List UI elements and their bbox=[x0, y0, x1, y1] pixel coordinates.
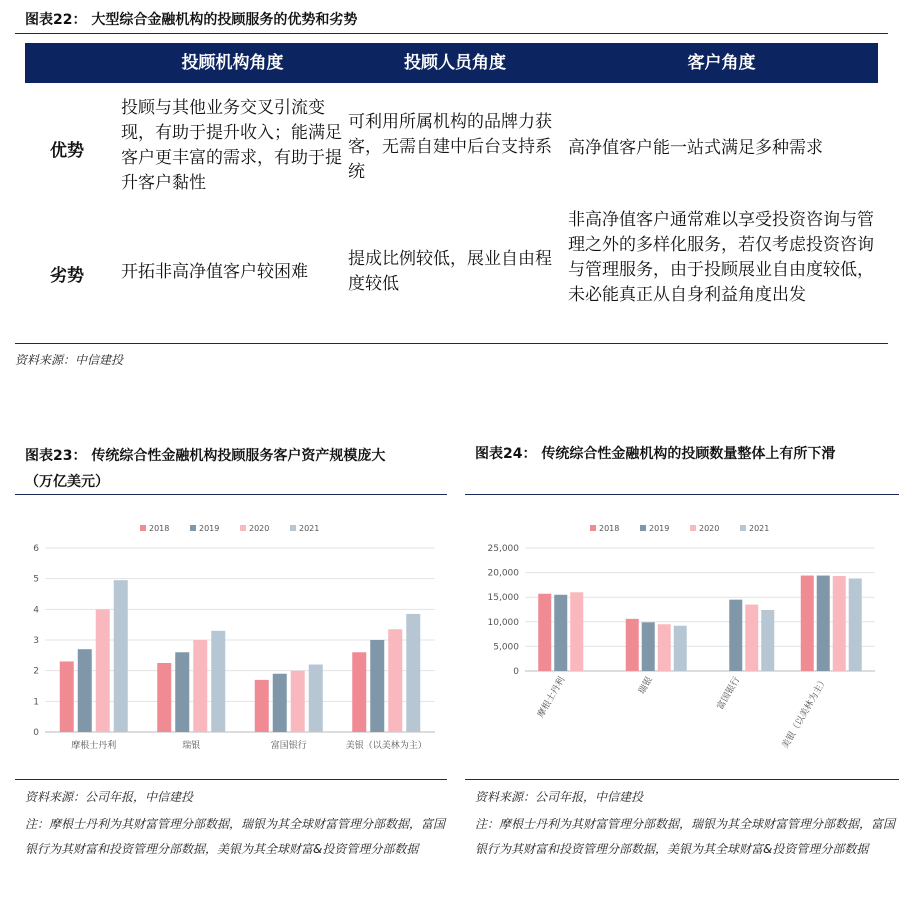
fig23-category-label: 美银（以美林为主） bbox=[345, 741, 427, 751]
cell-disadvantage-advisor: 提成比例较低，展业自由程度较低 bbox=[348, 249, 552, 294]
fig24-legend-swatch bbox=[740, 525, 746, 531]
fig23-ytick-label: 3 bbox=[33, 636, 39, 646]
fig23-legend-label: 2020 bbox=[249, 524, 270, 533]
fig24-bar bbox=[801, 576, 814, 671]
fig24-bar bbox=[817, 576, 830, 671]
fig23-bar bbox=[175, 652, 189, 732]
fig23-title bbox=[25, 443, 385, 495]
row-label-advantage: 优势 bbox=[50, 141, 84, 161]
fig24-category-label: 美银（以美林为主） bbox=[780, 675, 830, 751]
fig24-top-rule bbox=[465, 494, 899, 495]
fig23-source: 资料来源：公司年报，中信建投 bbox=[25, 790, 194, 804]
fig23-legend-swatch bbox=[290, 525, 296, 531]
fig23-ytick-label: 2 bbox=[33, 666, 39, 677]
fig23-category-label: 富国银行 bbox=[270, 741, 307, 751]
fig23-legend-swatch bbox=[240, 525, 246, 531]
fig24-legend-swatch bbox=[640, 525, 646, 531]
fig24-note: 注：摩根士丹利为其财富管理分部数据，瑞银为其全球财富管理分部数据，富国银行为其财富和投资管理分部数据，美银为其全球财富&投资管理分部数据 bbox=[475, 817, 896, 856]
fig23-bar bbox=[309, 665, 323, 732]
fig24-bar bbox=[538, 594, 551, 671]
fig24-bar bbox=[745, 605, 758, 671]
fig24-ytick-label: 0 bbox=[513, 667, 519, 677]
cell-disadvantage-client: 非高净值客户通常难以享受投资咨询与管理之外的多样化服务，若仅考虑投资咨询与管理服务，由于投顾展业自由度较低，未必能真正从自身利益角度出发 bbox=[568, 210, 874, 305]
fig23-legend-label: 2019 bbox=[199, 524, 220, 533]
fig23-bar bbox=[114, 580, 128, 732]
fig23-bar bbox=[157, 663, 171, 732]
fig22-bottom-rule bbox=[15, 343, 888, 344]
fig23-legend-swatch bbox=[140, 525, 146, 531]
fig24-bar bbox=[658, 624, 671, 671]
fig23-note: 注：摩根士丹利为其财富管理分部数据，瑞银为其全球财富管理分部数据，富国银行为其财富和投资管理分部数据，美银为其全球财富&投资管理分部数据 bbox=[25, 817, 446, 856]
cell-advantage-client: 高净值客户能一站式满足多种需求 bbox=[568, 138, 823, 158]
fig23-category-label: 瑞银 bbox=[182, 741, 201, 751]
fig23-bar bbox=[291, 671, 305, 732]
fig23-legend-label: 2021 bbox=[299, 524, 320, 533]
fig22-title: 图表22： 大型综合金融机构的投顾服务的优势和劣势 bbox=[25, 12, 358, 28]
fig24-legend-label: 2018 bbox=[599, 524, 620, 533]
header-institution: 投顾机构角度 bbox=[181, 53, 284, 73]
fig24-legend-label: 2019 bbox=[649, 524, 670, 533]
fig24-source: 资料来源：公司年报，中信建投 bbox=[475, 790, 644, 804]
fig23-title-line1: 图表23： 传统综合性金融机构投顾服务客户资产规模庞大 bbox=[25, 448, 386, 464]
fig23-bar bbox=[211, 631, 225, 732]
fig22-source: 资料来源：中信建投 bbox=[15, 353, 124, 367]
fig24-bar bbox=[833, 576, 846, 671]
fig23-ytick-label: 5 bbox=[33, 574, 39, 585]
chart-fig23 bbox=[15, 505, 447, 775]
fig24-bar bbox=[674, 626, 687, 671]
fig23-ytick-label: 1 bbox=[33, 697, 39, 708]
fig23-title-line2: （万亿美元） bbox=[25, 474, 109, 490]
fig24-legend-label: 2020 bbox=[699, 524, 720, 533]
fig24-ytick-label: 25,000 bbox=[487, 544, 519, 554]
fig23-bar bbox=[273, 674, 287, 732]
fig22-top-rule bbox=[15, 33, 888, 34]
cell-advantage-advisor: 可利用所属机构的品牌力获客，无需自建中后台支持系统 bbox=[348, 112, 552, 182]
fig23-bar bbox=[255, 680, 269, 732]
fig23-ytick-label: 4 bbox=[33, 605, 39, 616]
fig23-legend-swatch bbox=[190, 525, 196, 531]
fig23-bottom-rule bbox=[15, 779, 447, 780]
fig23-bar bbox=[388, 629, 402, 732]
fig24-bar bbox=[849, 579, 862, 671]
fig23-ytick-label: 6 bbox=[33, 544, 39, 554]
table-header bbox=[25, 43, 878, 83]
header-advisor: 投顾人员角度 bbox=[404, 53, 506, 73]
chart-fig24 bbox=[465, 505, 899, 775]
fig23-category-label: 摩根士丹利 bbox=[71, 741, 117, 751]
fig23-bar bbox=[96, 609, 110, 732]
fig24-legend-swatch bbox=[690, 525, 696, 531]
fig24-bar bbox=[554, 595, 567, 671]
fig23-bar bbox=[406, 614, 420, 732]
fig24-ytick-label: 5,000 bbox=[493, 642, 519, 653]
fig24-category-label: 摩根士丹利 bbox=[536, 675, 568, 720]
fig24-bar bbox=[761, 610, 774, 671]
fig24-bar bbox=[729, 600, 742, 671]
cell-disadvantage-institution: 开拓非高净值客户较困难 bbox=[121, 262, 308, 282]
fig24-bar bbox=[626, 619, 639, 671]
fig24-ytick-label: 15,000 bbox=[487, 593, 519, 604]
fig24-legend-label: 2021 bbox=[749, 524, 770, 533]
header-client: 客户角度 bbox=[687, 53, 756, 73]
fig23-legend-label: 2018 bbox=[149, 524, 170, 533]
fig23-bar bbox=[352, 652, 366, 732]
fig24-legend-swatch bbox=[590, 525, 596, 531]
fig24-bar bbox=[642, 622, 655, 671]
fig23-bar bbox=[78, 649, 92, 732]
fig24-bar bbox=[570, 592, 583, 671]
fig23-bar bbox=[370, 640, 384, 732]
fig24-ytick-label: 10,000 bbox=[487, 617, 519, 628]
fig23-ytick-label: 0 bbox=[33, 728, 39, 738]
cell-advantage-institution: 投顾与其他业务交叉引流变现，有助于提升收入；能满足客户更丰富的需求，有助于提升客户黏性 bbox=[121, 98, 342, 193]
fig23-bar bbox=[193, 640, 207, 732]
fig23-top-rule bbox=[15, 494, 447, 495]
row-label-disadvantage: 劣势 bbox=[50, 266, 84, 286]
fig24-ytick-label: 20,000 bbox=[487, 568, 519, 579]
fig24-bottom-rule bbox=[465, 779, 899, 780]
fig23-bar bbox=[60, 661, 74, 732]
fig24-title: 图表24： 传统综合性金融机构的投顾数量整体上有所下滑 bbox=[475, 446, 836, 462]
fig24-category-label: 富国银行 bbox=[715, 675, 743, 712]
fig24-category-label: 瑞银 bbox=[637, 675, 655, 697]
